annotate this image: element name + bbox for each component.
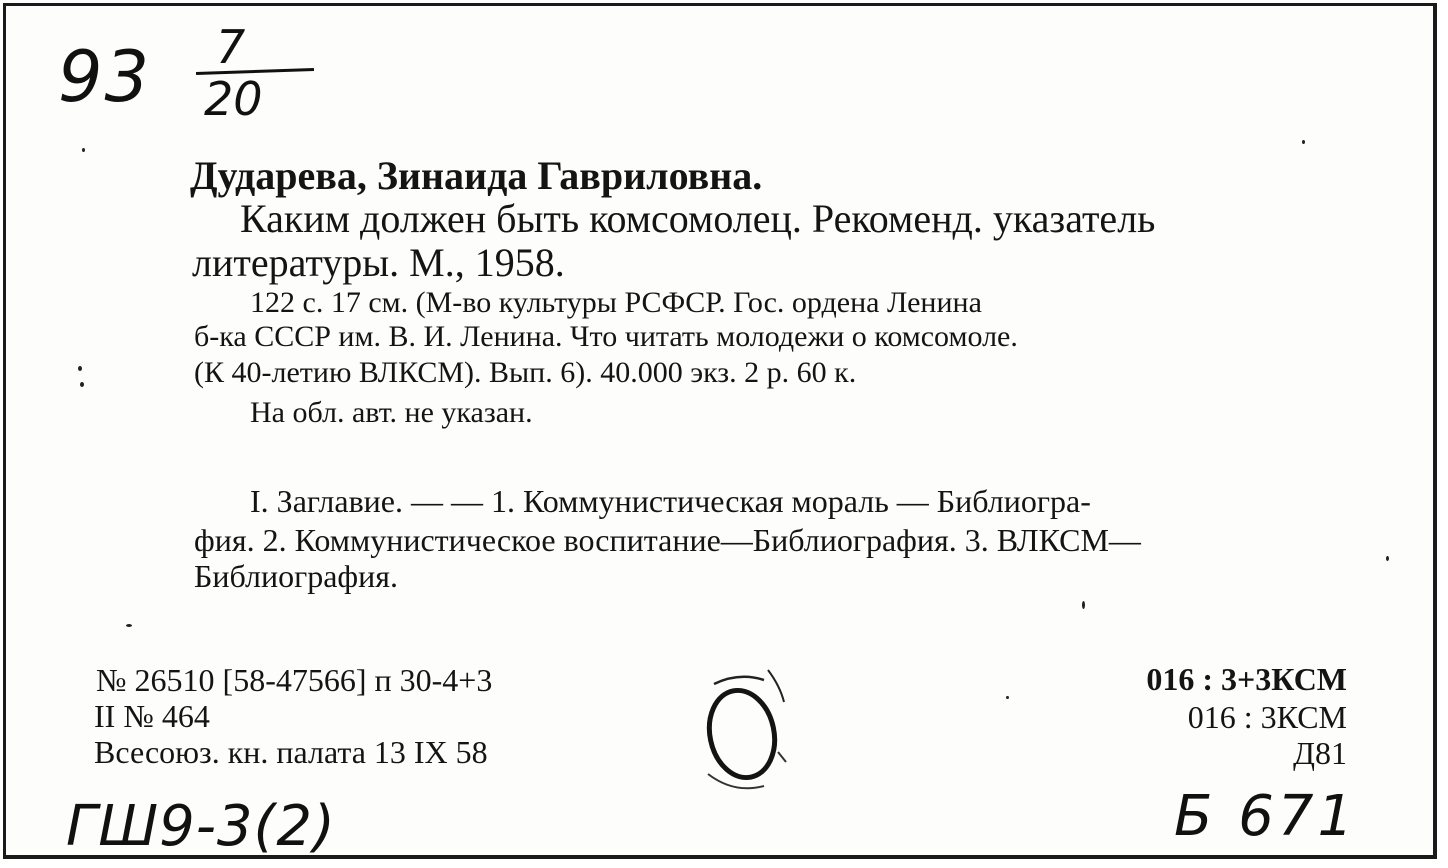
handwritten-shelf-code: ГШ9-3(2) [66,794,336,859]
speck [1006,696,1009,699]
registration-line-1: № 26510 [58-47566] п 30-4+3 [96,662,493,698]
description-line-4: На обл. авт. не указан. [250,396,533,429]
handwritten-fraction [196,20,316,130]
stamp-mark [694,666,804,796]
tracing-line-3: Библиография. [194,558,398,594]
description-line-3: (К 40-летию ВЛКСМ). Вып. 6). 40.000 экз. 2 р. 60 к. [194,356,857,389]
speck [78,366,82,371]
speck [1386,556,1389,561]
description-line-1: 122 с. 17 см. (М-во культуры РСФСР. Гос. ордена Ленина [250,286,982,319]
tracing-line-2: фия. 2. Коммунистическое воспитание—Библиография. 3. ВЛКСМ— [194,522,1141,558]
speck [1302,140,1305,144]
registration-line-2: II № 464 [94,698,210,734]
speck [82,148,85,152]
handwritten-shelf-number: 93 [58,36,152,118]
speck [80,382,84,387]
catalog-card [3,3,1437,859]
handwritten-fraction-top: 7 [216,20,246,74]
tracing-line-1: I. Заглавие. — — 1. Коммунистическая мораль — Библиогра- [250,483,1091,519]
handwritten-inventory-number: Б 671 [1174,784,1358,849]
title-line-1: Каким должен быть комсомолец. Рекоменд. указатель [240,196,1156,241]
classification-line-2: 016 : 3КСМ [1187,699,1347,735]
registration-line-3: Всесоюз. кн. палата 13 IX 58 [94,734,488,770]
author-heading: Дударева, Зинаида Гавриловна. [190,153,763,198]
classification-line-1: 016 : 3+3КСМ [1146,661,1347,697]
handwritten-fraction-bottom: 20 [204,72,263,126]
title-line-2: литературы. М., 1958. [192,240,565,285]
author-mark: Д81 [1293,735,1347,771]
description-line-2: б-ка СССР им. В. И. Ленина. Что читать молодежи о комсомоле. [194,320,1018,353]
speck [1082,601,1085,609]
speck [126,624,132,627]
